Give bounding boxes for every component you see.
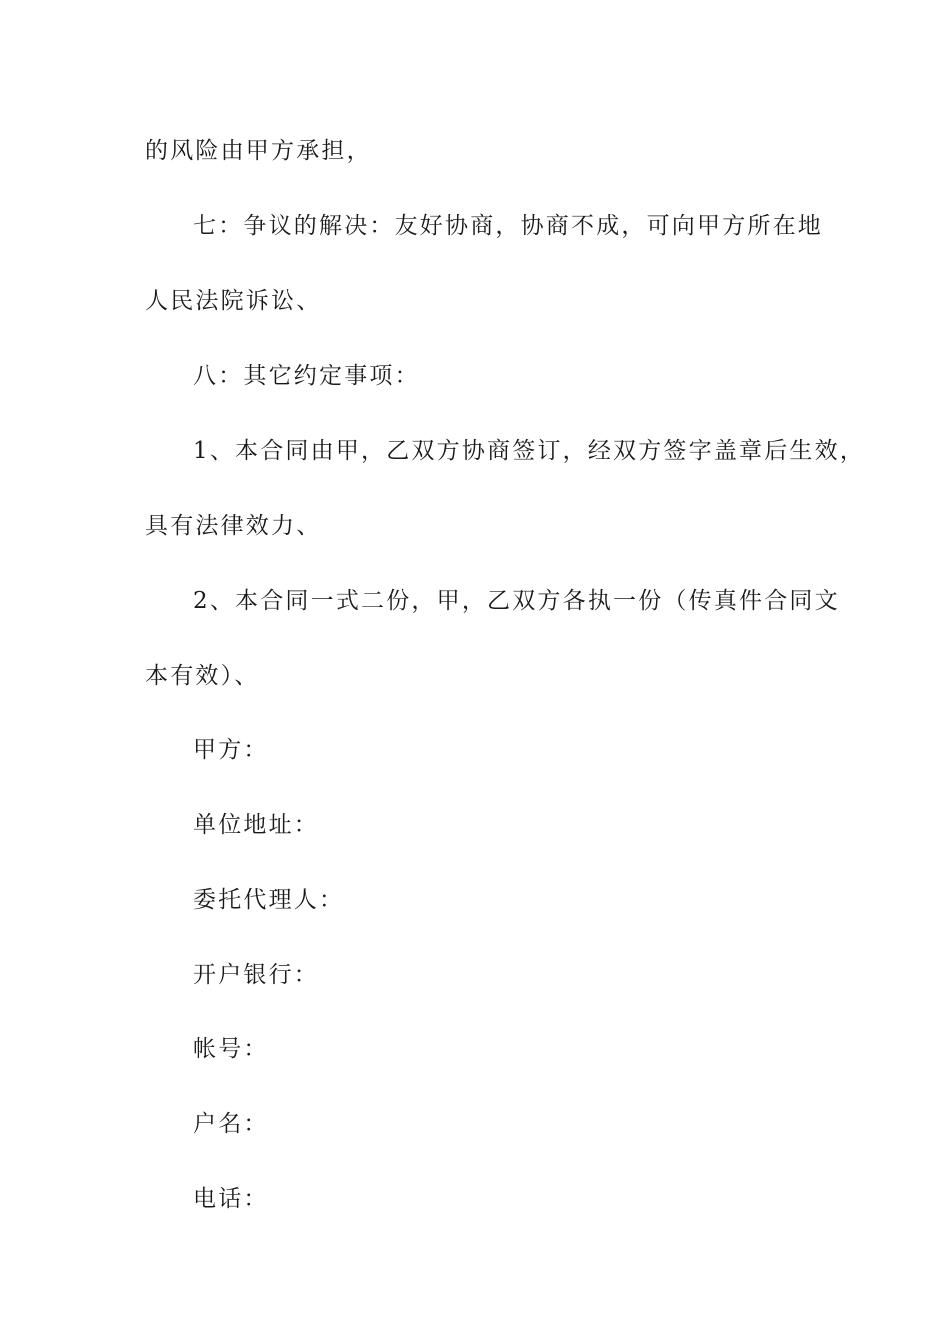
bank-label: 开户银行： [193, 962, 319, 988]
account-number-label: 帐号： [193, 1036, 269, 1062]
dispute-resolution-clause: 七：争议的解决：友好协商，协商不成，可向甲方所在地 [193, 213, 823, 239]
term-2: 2、本合同一式二份，甲，乙双方各执一份（传真件合同文 [193, 588, 840, 614]
phone-label: 电话： [193, 1186, 269, 1212]
term-2-continuation: 本有效）、 [145, 663, 260, 689]
address-label: 单位地址： [193, 812, 319, 838]
risk-clause-continuation: 的风险由甲方承担， [145, 138, 372, 164]
dispute-resolution-clause-continuation: 人民法院诉讼、 [145, 288, 322, 314]
account-name-label: 户名： [193, 1111, 269, 1137]
agent-label: 委托代理人： [193, 887, 345, 913]
other-terms-heading: 八：其它约定事项： [193, 363, 420, 389]
party-a-label: 甲方： [193, 737, 269, 763]
term-1-continuation: 具有法律效力、 [145, 513, 322, 539]
term-1: 1、本合同由甲，乙双方协商签订，经双方签字盖章后生效， [193, 438, 866, 464]
